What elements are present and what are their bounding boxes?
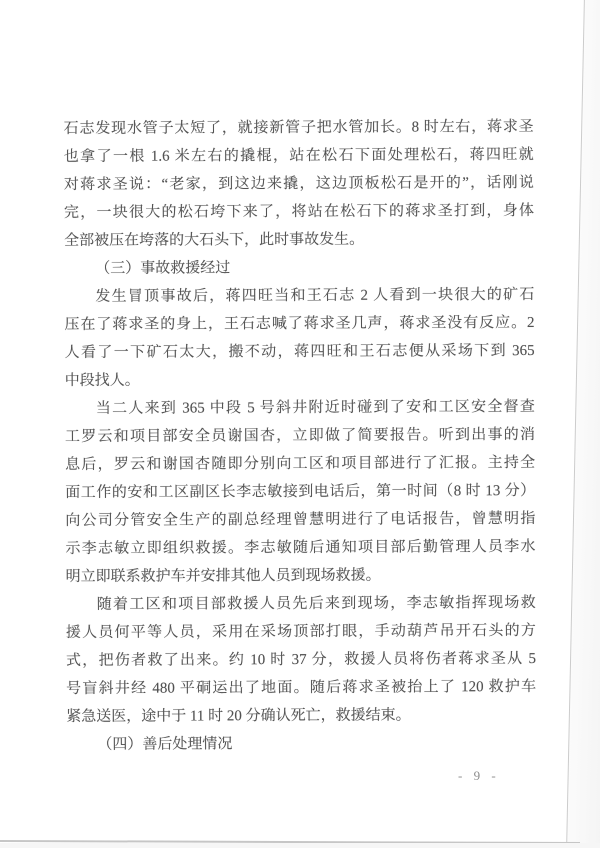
text-line: 号盲斜井经 480 平硐运出了地面。随后蒋求圣被抬上了 120 救护车 [66, 678, 537, 698]
text-line: 明立即联系救护车并安排其他人员到现场救援。 [65, 567, 381, 586]
document-lines [64, 113, 537, 759]
text-line: 示李志敏立即组织救援。李志敏随后通知项目部后勤管理人员李水 [65, 538, 536, 558]
text-line: 式，把伤者救了出来。约 10 时 37 分，救援人员将伤者蒋求圣从 5 [65, 650, 537, 670]
text-line: 人看了一下矿石太大，搬不动，蒋四旺和王石志便从采场下到 365 [64, 342, 535, 362]
section-heading: （三）事故救援经过 [95, 260, 231, 277]
text-line: 援人员何平等人员，采用在采场顶部打眼，手动葫芦吊开石头的方 [65, 622, 536, 642]
scan-bed-bottom-strip [0, 843, 600, 848]
scan-paper-right-edge [566, 0, 600, 848]
text-line: 压在了蒋求圣的身上，王石志喊了蒋求圣几声，蒋求圣没有反应。2 [64, 314, 535, 334]
text-line: 石志发现水管子太短了，就接新管子把水管加长。8 时左右，蒋求圣 [63, 118, 534, 138]
text-line: 紧急送医，途中于 11 时 20 分确认死亡，救援结束。 [66, 707, 411, 726]
page-number: - 9 - [458, 768, 500, 783]
text-line: 当二人来到 365 中段 5 号斜井附近时碰到了安和工区安全督查 [95, 398, 535, 417]
text-line: 对蒋求圣说：“老家，到这边来撬，这边顶板松石是开的”，话刚说 [63, 174, 534, 194]
text-line: 向公司分管安全生产的副总经理曾慧明进行了电话报告，曾慧明指 [65, 510, 536, 530]
text-line: 中段找人。 [64, 372, 140, 390]
text-line: 面工作的安和工区副区长李志敏接到电话后，第一时间（8 时 13 分） [65, 482, 536, 502]
text-line: 发生冒顶事故后，蒋四旺当和王石志 2 人看到一块很大的矿石 [95, 286, 535, 305]
section-heading: （四）善后处理情况 [97, 736, 233, 753]
text-line: 也拿了一根 1.6 米左右的撬棍，站在松石下面处理松石，蒋四旺就 [63, 146, 534, 166]
text-line: 息后，罗云和谢国杏随即分别向工区和项目部进行了汇报。主持全 [65, 454, 536, 474]
text-line: 工罗云和项目部安全员谢国杏，立即做了简要报告。听到出事的消 [64, 426, 536, 446]
text-line: 全部被压在垮落的大石头下，此时事故发生。 [64, 231, 365, 250]
text-line: 完，一块很大的松石垮下来了，将站在松石下的蒋求圣打到，身体 [63, 202, 535, 222]
text-line: 随着工区和项目部救援人员先后来到现场，李志敏指挥现场救 [96, 594, 536, 613]
